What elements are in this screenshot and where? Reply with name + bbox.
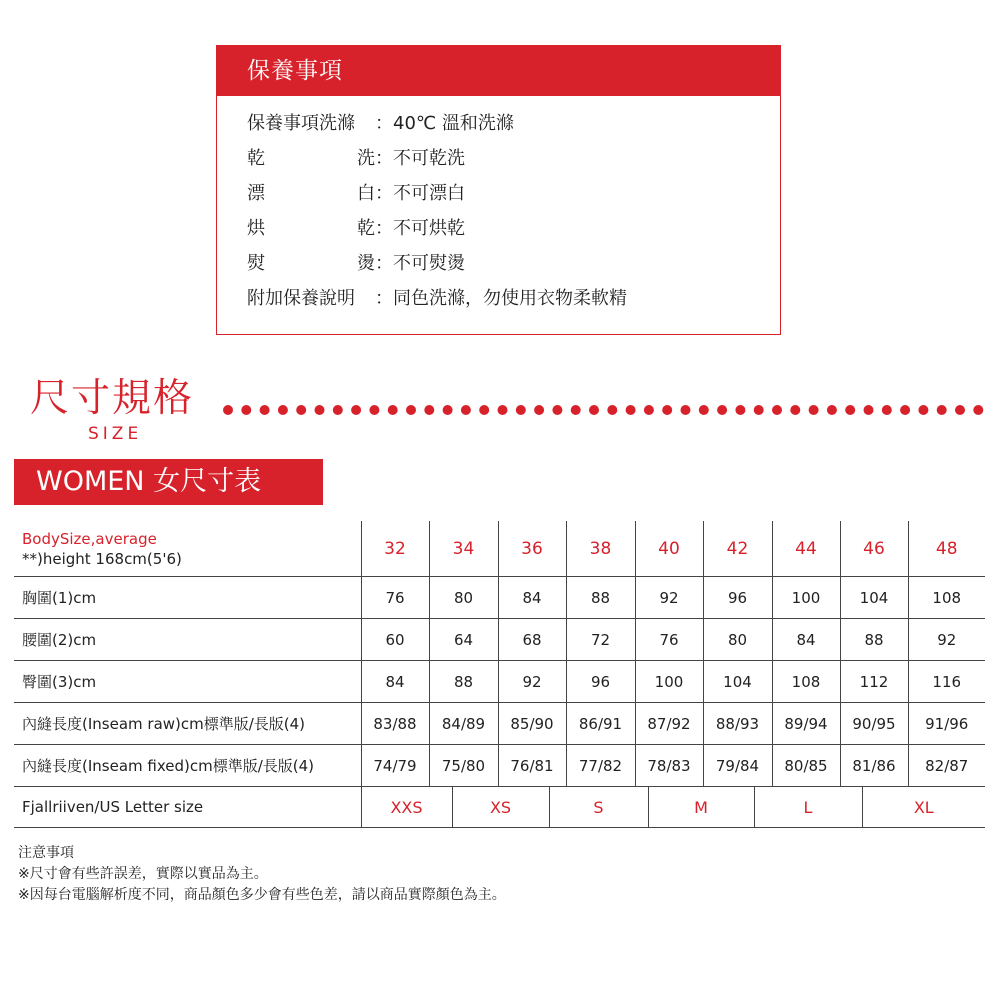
divider-dot bbox=[571, 405, 581, 415]
divider-dot bbox=[882, 405, 892, 415]
header-label-cell bbox=[14, 521, 361, 577]
table-cell: 77/82 bbox=[566, 745, 635, 787]
divider-dot bbox=[315, 405, 325, 415]
divider-dot bbox=[498, 405, 508, 415]
table-cell: 112 bbox=[840, 661, 908, 703]
care-value: 不可熨燙 bbox=[393, 253, 465, 274]
care-value: 同色洗滌，勿使用衣物柔軟精 bbox=[393, 288, 627, 309]
table-row-chest bbox=[14, 577, 985, 619]
divider-dot bbox=[827, 405, 837, 415]
table-cell: 92 bbox=[498, 661, 566, 703]
table-row-letter-size bbox=[14, 787, 985, 828]
table-cell: 84 bbox=[498, 577, 566, 619]
table-cell: 81/86 bbox=[840, 745, 908, 787]
divider-dot bbox=[589, 405, 599, 415]
table-cell: 96 bbox=[566, 661, 635, 703]
size-table bbox=[14, 521, 985, 787]
table-cell: 84 bbox=[361, 661, 429, 703]
table-cell: 85/90 bbox=[498, 703, 566, 745]
table-cell: 76 bbox=[361, 577, 429, 619]
divider-dot bbox=[955, 405, 965, 415]
care-value: 40℃ 溫和洗滌 bbox=[393, 113, 514, 134]
women-size-badge: WOMEN 女尺寸表 bbox=[14, 459, 323, 505]
care-label: 熨 燙 bbox=[247, 253, 375, 274]
table-cell: 100 bbox=[635, 661, 703, 703]
size-header-cell: 46 bbox=[840, 521, 908, 577]
care-row-wash bbox=[247, 106, 627, 141]
table-cell: 74/79 bbox=[361, 745, 429, 787]
row-label: 內縫長度(Inseam raw)cm標準版/長版(4) bbox=[14, 703, 361, 745]
divider-dot bbox=[717, 405, 727, 415]
care-label: 乾 洗 bbox=[247, 148, 375, 169]
divider-dot bbox=[937, 405, 947, 415]
size-header-cell: 38 bbox=[566, 521, 635, 577]
care-rows bbox=[247, 106, 627, 316]
table-cell: 104 bbox=[703, 661, 772, 703]
divider-dot bbox=[790, 405, 800, 415]
divider-dot bbox=[516, 405, 526, 415]
notes-line: ※尺寸會有些許誤差，實際以實品為主。 bbox=[18, 866, 268, 882]
letter-size-cell: XXS bbox=[361, 787, 452, 828]
size-header-cell: 48 bbox=[908, 521, 985, 577]
care-row-iron bbox=[247, 246, 627, 281]
table-cell: 87/92 bbox=[635, 703, 703, 745]
notes-line: ※因每台電腦解析度不同，商品顏色多少會有些色差，請以商品實際顏色為主。 bbox=[18, 887, 506, 903]
divider-dot bbox=[223, 405, 233, 415]
divider-dot bbox=[809, 405, 819, 415]
care-row-bleach bbox=[247, 176, 627, 211]
table-row-hip bbox=[14, 661, 985, 703]
table-cell: 108 bbox=[908, 577, 985, 619]
table-cell: 83/88 bbox=[361, 703, 429, 745]
notes-title: 注意事項 bbox=[18, 845, 74, 861]
size-header-cell: 36 bbox=[498, 521, 566, 577]
table-cell: 84/89 bbox=[429, 703, 498, 745]
table-cell: 100 bbox=[772, 577, 840, 619]
divider-dot bbox=[699, 405, 709, 415]
row-label: 胸圍(1)cm bbox=[14, 577, 361, 619]
care-label: 附加保養說明 bbox=[247, 288, 355, 309]
divider-dot bbox=[479, 405, 489, 415]
dotted-divider bbox=[222, 404, 992, 416]
care-row-tumble-dry bbox=[247, 211, 627, 246]
divider-dot bbox=[260, 405, 270, 415]
care-row-dryclean bbox=[247, 141, 627, 176]
table-cell: 76 bbox=[635, 619, 703, 661]
divider-dot bbox=[443, 405, 453, 415]
table-cell: 88/93 bbox=[703, 703, 772, 745]
letter-size-cell: XL bbox=[862, 787, 985, 828]
size-header-cell: 34 bbox=[429, 521, 498, 577]
table-header-row bbox=[14, 521, 985, 577]
table-cell: 116 bbox=[908, 661, 985, 703]
divider-dot bbox=[754, 405, 764, 415]
size-header-cell: 42 bbox=[703, 521, 772, 577]
care-header: 保養事項 bbox=[217, 46, 780, 96]
care-value: 不可烘乾 bbox=[393, 218, 465, 239]
divider-dot bbox=[845, 405, 855, 415]
table-cell: 75/80 bbox=[429, 745, 498, 787]
care-separator: ： bbox=[375, 113, 393, 134]
table-cell: 92 bbox=[635, 577, 703, 619]
divider-dot bbox=[351, 405, 361, 415]
table-cell: 72 bbox=[566, 619, 635, 661]
divider-dot bbox=[552, 405, 562, 415]
divider-dot bbox=[296, 405, 306, 415]
divider-dot bbox=[461, 405, 471, 415]
table-cell: 82/87 bbox=[908, 745, 985, 787]
care-separator: ： bbox=[375, 288, 393, 309]
table-cell: 89/94 bbox=[772, 703, 840, 745]
row-label: 內縫長度(Inseam fixed)cm標準版/長版(4) bbox=[14, 745, 361, 787]
care-label: 保養事項洗滌 bbox=[247, 113, 355, 134]
table-cell: 108 bbox=[772, 661, 840, 703]
divider-dot bbox=[772, 405, 782, 415]
row-label: Fjallriiven/US Letter size bbox=[14, 787, 361, 828]
table-cell: 80 bbox=[429, 577, 498, 619]
table-cell: 68 bbox=[498, 619, 566, 661]
table-cell: 76/81 bbox=[498, 745, 566, 787]
table-cell: 96 bbox=[703, 577, 772, 619]
table-row-inseam-fixed bbox=[14, 745, 985, 787]
divider-dot bbox=[626, 405, 636, 415]
care-value: 不可漂白 bbox=[393, 183, 465, 204]
divider-dot bbox=[918, 405, 928, 415]
care-instructions-box bbox=[216, 45, 781, 335]
table-cell: 92 bbox=[908, 619, 985, 661]
divider-dot bbox=[406, 405, 416, 415]
divider-dot bbox=[864, 405, 874, 415]
divider-dot bbox=[424, 405, 434, 415]
table-cell: 88 bbox=[840, 619, 908, 661]
size-subtitle: SIZE bbox=[88, 424, 143, 444]
table-cell: 60 bbox=[361, 619, 429, 661]
header-label-line1: BodySize,average bbox=[22, 529, 157, 548]
divider-dot bbox=[681, 405, 691, 415]
divider-dot bbox=[388, 405, 398, 415]
care-separator: ： bbox=[375, 218, 393, 239]
care-label: 烘 乾 bbox=[247, 218, 375, 239]
letter-size-cell: M bbox=[648, 787, 754, 828]
table-cell: 86/91 bbox=[566, 703, 635, 745]
divider-dot bbox=[333, 405, 343, 415]
divider-dot bbox=[607, 405, 617, 415]
letter-size-cell: S bbox=[549, 787, 648, 828]
notes bbox=[18, 843, 506, 906]
table-cell: 88 bbox=[566, 577, 635, 619]
size-header-cell: 44 bbox=[772, 521, 840, 577]
table-row-waist bbox=[14, 619, 985, 661]
care-separator: ： bbox=[375, 253, 393, 274]
divider-dot bbox=[900, 405, 910, 415]
table-cell: 91/96 bbox=[908, 703, 985, 745]
size-header-cell: 40 bbox=[635, 521, 703, 577]
divider-dot bbox=[735, 405, 745, 415]
divider-dot bbox=[369, 405, 379, 415]
care-row-additional bbox=[247, 281, 627, 316]
care-separator: ： bbox=[375, 148, 393, 169]
divider-dot bbox=[534, 405, 544, 415]
divider-dot bbox=[241, 405, 251, 415]
divider-dot bbox=[278, 405, 288, 415]
divider-dot bbox=[662, 405, 672, 415]
size-header-cell: 32 bbox=[361, 521, 429, 577]
table-cell: 84 bbox=[772, 619, 840, 661]
letter-size-cell: XS bbox=[452, 787, 549, 828]
row-label: 臀圍(3)cm bbox=[14, 661, 361, 703]
care-value: 不可乾洗 bbox=[393, 148, 465, 169]
care-label: 漂 白 bbox=[247, 183, 375, 204]
table-cell: 88 bbox=[429, 661, 498, 703]
table-cell: 80/85 bbox=[772, 745, 840, 787]
letter-size-table bbox=[14, 786, 985, 828]
table-cell: 90/95 bbox=[840, 703, 908, 745]
size-title: 尺寸規格 bbox=[30, 376, 195, 421]
table-cell: 78/83 bbox=[635, 745, 703, 787]
table-cell: 79/84 bbox=[703, 745, 772, 787]
letter-size-cell: L bbox=[754, 787, 862, 828]
row-label: 腰圍(2)cm bbox=[14, 619, 361, 661]
table-row-inseam-raw bbox=[14, 703, 985, 745]
table-cell: 104 bbox=[840, 577, 908, 619]
table-cell: 80 bbox=[703, 619, 772, 661]
table-cell: 64 bbox=[429, 619, 498, 661]
divider-dot bbox=[973, 405, 983, 415]
care-separator: ： bbox=[375, 183, 393, 204]
divider-dot bbox=[644, 405, 654, 415]
header-label-line2: **)height 168cm(5'6) bbox=[22, 549, 182, 568]
